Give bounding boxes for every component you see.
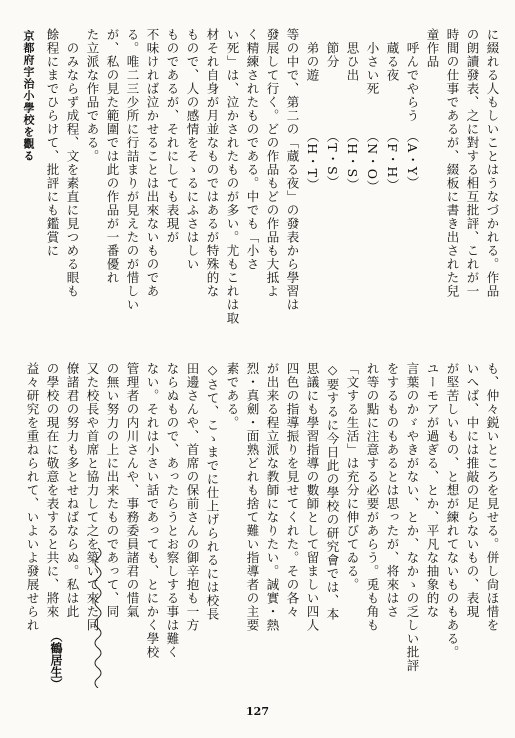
squiggle-divider xyxy=(88,548,108,688)
upper-text-block: に綴れる人もしいことはうなづかれる。作品 の朗讀發表、之に對する相互批評、これが一 時間の仕事であるが、綴板に書き出された兒 童作品 呼んでやらう （A・Y） 蔵る夜 （F・H） 小さい死 （N・O） 思ひ出 （H・S） 節分 （T・S） 弟の遊 （H・T） 等の中で、第二の「蔵る夜」の發表から學習は 發展して行く。どの作品もどの作品も大抵よ く精練されたものである。中でも「小さ い死」は、泣かされたものが多い。尤もこれは取 材それ自身が月並なものではあるが特殊的な もので、人の感情をそゝるにふさはしい ものであるが、それにしても表現が 不味ければ泣かせることは出來ないものであ る。唯二三少所に行詰まりが見えたのが惜しい が、私の見た範圍では此の作品が一番優れ た立派な作品である。 のみならず成程、文を素直に見つめる眼も 餘程にまでひらけて、批評にも鑑賞に xyxy=(45,28,500,325)
author-signature: （鶴居生） xyxy=(49,630,63,690)
lower-text-block: も、仲々鋭いところを見せる。併し尙ほ惜を いへば、中には推敲の足らないもの、表現 が堅苦しいもの、と想が練れてないものもある。 ユーモアが過ぎる、とか、平凡な抽象的な 言葉のかゞやきがない、とか、なかゝの乏しい批評 をするものもあるとは思ったが、将來はさ れ等の點に注意する必要があらう。兎も角も 「文する生活」は充分に伸びてゐる。 ◇要するに今日此の學校の研究會では、本 思議にも學習指導の數師として留ましい四人 四色の指導振りを見せてくれた。その各々 が出来る程立派な教師になりたい。誠實・熱 烈・真劍・面熟どれも捨て難い指導者の主要 素である。 ◇さて、こゝまでに仕上げられるには校長 田邊さんや、首席の保前さんの御辛抱も一方 ならぬもので、あったらうとお察しする事は難く ない。それは小さい話であっても、とにかく學校 管理者の内川さんや、事務委員諸君の惜氣 の無い努力の上に出来たものであって、同 又た校長や首席と協力して之を築いて來た同 僚諸君の努力も多とせねばならぬ。私は此 の學校の現在に敬意を表すると共に、將來 益々研究を重ねられて、いよいよ發展せられ xyxy=(25,362,500,673)
page-number: 127 xyxy=(246,705,269,718)
page-header: 京都府宇治小學校を觀る xyxy=(22,30,35,162)
